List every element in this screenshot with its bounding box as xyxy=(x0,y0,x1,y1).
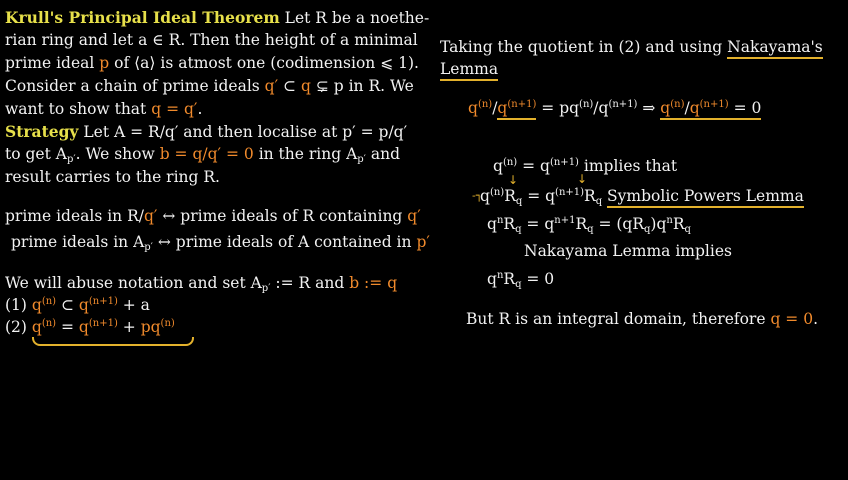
symbolic-powers-lemma: Symbolic Powers Lemma xyxy=(607,187,804,208)
powers-line: $q^nR_q = q^{n+1}R_q = (qR_q)q^nR_q$ xyxy=(487,215,691,235)
right-intro-line: Taking the quotient in (2) and using Nakayama's xyxy=(440,40,823,56)
theorem-line-1: Krull's Principal Ideal Theorem Let R be a noethe- xyxy=(5,8,430,27)
nakayama-implies: Nakayama Lemma implies xyxy=(524,242,732,260)
arrow-down-icon: ↓ xyxy=(508,173,519,187)
equation-2: (2) $q^{(n)} = q^{(n+1)} + pq^{(n)}$ xyxy=(5,318,175,336)
theorem-line-2: rian ring and let a ∈ R. Then the height of a minimal xyxy=(5,31,418,49)
theorem-line-4: Consider a chain of prime ideals q′ ⊂ q ⊊ p in R. We xyxy=(5,77,414,95)
correspondence-2: prime ideals in $A_{p'}$ ↔ prime ideals of A contained in p′ xyxy=(11,233,430,253)
symbolic-powers-line: $q^{(n)}R_q = q^{(n+1)}R_q$ Symbolic Powers Lemma xyxy=(480,187,804,207)
nakayama-underline: Nakayama's xyxy=(727,38,823,59)
theorem-title: Krull's Principal Ideal Theorem xyxy=(5,8,280,27)
conclusion-line: But R is an integral domain, therefore q = 0. xyxy=(466,310,819,328)
arrow-down-icon: ↓ xyxy=(577,172,588,186)
correspondence-1: prime ideals in R/q′ ↔ prime ideals of R containing q′ xyxy=(5,207,421,225)
equation-1: (1) $q^{(n)}$ ⊂ $q^{(n+1)} + a$ xyxy=(5,296,150,314)
strategy-label: Strategy xyxy=(5,122,79,141)
abuse-notation-line: We will abuse notation and set $A_{p'}$ := R and b := q xyxy=(5,274,398,294)
theorem-line-3: prime ideal p of ⟨a⟩ is atmost one (codimension ⩽ 1). xyxy=(5,54,419,72)
scribble-mark: -┐ xyxy=(472,189,483,202)
strategy-line: Strategy Let A = R/q′ and then localise at p′ = p/q′ xyxy=(5,122,408,141)
quotient-equation: $q^{(n)}/q^{(n+1)} = pq^{(n)}/q^{(n+1)}$ ⇒ $q^{(n)}/q^{(n+1)} = 0$ xyxy=(468,101,761,117)
strategy-line-2: to get $A_{p'}$. We show b = q/q′ = 0 in the ring $A_{p'}$ and xyxy=(5,145,401,165)
final-equation: $q^nR_q = 0$ xyxy=(487,270,555,290)
strategy-line-3: result carries to the ring R. xyxy=(5,168,220,186)
theorem-line-5: want to show that q = q′. xyxy=(5,100,203,118)
implies-line: $q^{(n)} = q^{(n+1)}$ implies that xyxy=(493,157,678,175)
equation-2-underbrace xyxy=(32,337,194,346)
right-intro-line-2: Lemma xyxy=(440,62,498,78)
